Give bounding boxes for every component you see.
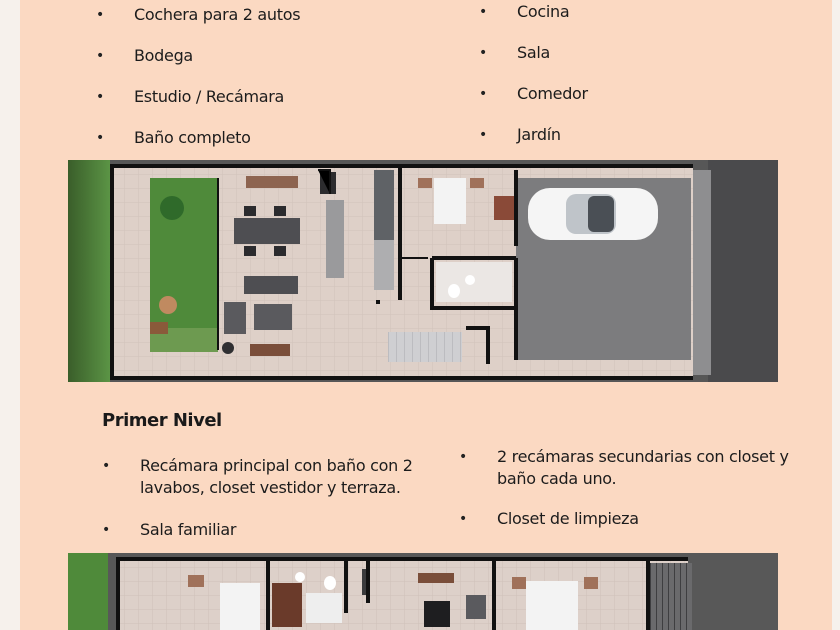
list-item: • Sala familiar (140, 519, 435, 541)
list-item: • Closet de limpieza (497, 508, 807, 530)
list-item: • Cocina (517, 1, 588, 42)
list-item: • Estudio / Recámara (134, 86, 300, 127)
list-item: • Recámara principal con baño con 2 lavabos, closet vestidor y terraza. (140, 455, 435, 519)
first-level-plan-image (68, 553, 778, 630)
list-item: • Jardín (517, 124, 588, 165)
list-item: • Comedor (517, 83, 588, 124)
ground-floor-list-left (134, 4, 300, 168)
page-left-margin (0, 0, 20, 630)
ground-floor-list-right (517, 1, 588, 165)
first-level-heading: Primer Nivel (102, 410, 222, 431)
first-level-list-right (497, 446, 807, 530)
page-right-margin (832, 0, 840, 630)
first-level-list-left (140, 455, 435, 541)
ground-floor-plan-image (68, 160, 778, 382)
list-item: • 2 recámaras secundarias con closet y baño cada uno. (497, 446, 807, 508)
list-item: • Baño completo (134, 127, 300, 168)
list-item: • Bodega (134, 45, 300, 86)
list-item: • Cochera para 2 autos (134, 4, 300, 45)
list-item: • Sala (517, 42, 588, 83)
